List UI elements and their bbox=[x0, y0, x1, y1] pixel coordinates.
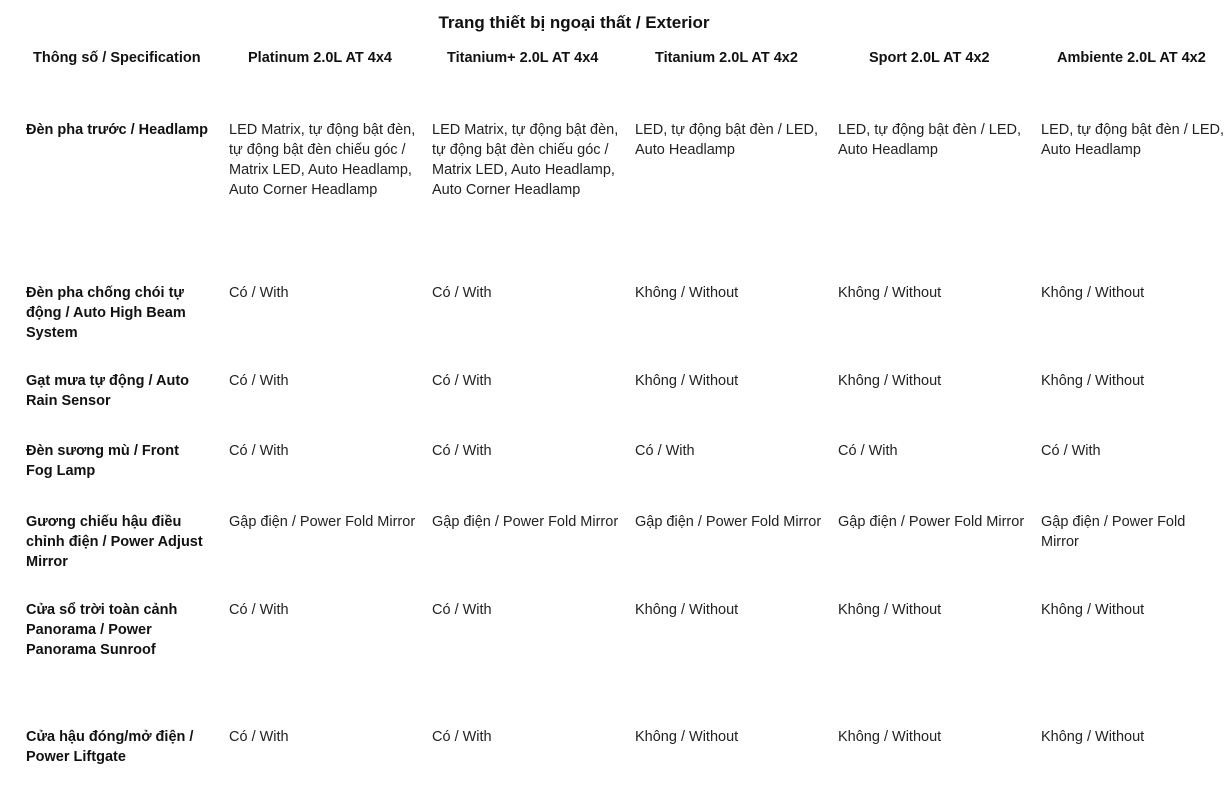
column-header-specification: Thông số / Specification bbox=[33, 50, 201, 66]
table-cell: Không / Without bbox=[838, 285, 942, 301]
spec-label: Gạt mưa tự động / Auto Rain Sensor bbox=[26, 373, 190, 409]
table-cell: LED, tự động bật đèn / LED, Auto Headlamp bbox=[1041, 122, 1225, 158]
table-cell: Có / With bbox=[229, 729, 289, 745]
table-cell: Có / With bbox=[838, 443, 898, 459]
table-cell: Không / Without bbox=[1041, 285, 1145, 301]
table-cell: Có / With bbox=[432, 373, 492, 389]
table-cell: Không / Without bbox=[1041, 373, 1145, 389]
table-cell: Có / With bbox=[229, 443, 289, 459]
table-cell: Gập điện / Power Fold Mirror bbox=[838, 514, 1025, 530]
table-cell: Có / With bbox=[635, 443, 695, 459]
table-cell: Không / Without bbox=[838, 373, 942, 389]
column-header-sport: Sport 2.0L AT 4x2 bbox=[869, 50, 990, 66]
table-cell: Không / Without bbox=[635, 285, 739, 301]
table-cell: Gập điện / Power Fold Mirror bbox=[229, 514, 416, 530]
table-cell: LED Matrix, tự động bật đèn, tự động bật đèn chiếu góc / Matrix LED, Auto Headlamp, Auto Corner Headlamp bbox=[432, 122, 619, 198]
table-cell: Không / Without bbox=[1041, 602, 1145, 618]
table-cell: Không / Without bbox=[1041, 729, 1145, 745]
spec-label: Đèn sương mù / Front Fog Lamp bbox=[26, 443, 179, 479]
table-cell: Có / With bbox=[432, 729, 492, 745]
table-cell: Không / Without bbox=[635, 602, 739, 618]
column-header-platinum: Platinum 2.0L AT 4x4 bbox=[248, 50, 392, 66]
table-cell: Có / With bbox=[229, 373, 289, 389]
table-cell: Gập điện / Power Fold Mirror bbox=[635, 514, 822, 530]
page-title: Trang thiết bị ngoại thất / Exterior bbox=[438, 13, 710, 32]
table-cell: Không / Without bbox=[838, 729, 942, 745]
column-header-titanium-plus: Titanium+ 2.0L AT 4x4 bbox=[447, 50, 599, 66]
table-cell: Gập điện / Power Fold Mirror bbox=[432, 514, 619, 530]
spec-label: Cửa sổ trời toàn cảnh Panorama / Power Panorama Sunroof bbox=[26, 602, 178, 658]
column-header-titanium: Titanium 2.0L AT 4x2 bbox=[655, 50, 798, 66]
table-cell: Không / Without bbox=[838, 602, 942, 618]
table-cell: Không / Without bbox=[635, 729, 739, 745]
table-cell: LED, tự động bật đèn / LED, Auto Headlamp bbox=[838, 122, 1022, 158]
table-cell: Gập điện / Power Fold Mirror bbox=[1041, 514, 1186, 550]
table-cell: Có / With bbox=[432, 443, 492, 459]
table-cell: Có / With bbox=[432, 285, 492, 301]
column-header-ambiente: Ambiente 2.0L AT 4x2 bbox=[1057, 50, 1206, 66]
table-cell: Có / With bbox=[229, 285, 289, 301]
table-cell: LED, tự động bật đèn / LED, Auto Headlamp bbox=[635, 122, 819, 158]
table-cell: Không / Without bbox=[635, 373, 739, 389]
table-cell: LED Matrix, tự động bật đèn, tự động bật đèn chiếu góc / Matrix LED, Auto Headlamp, Auto Corner Headlamp bbox=[229, 122, 416, 198]
spec-label: Cửa hậu đóng/mở điện / Power Liftgate bbox=[26, 729, 194, 765]
table-cell: Có / With bbox=[1041, 443, 1101, 459]
spec-label: Gương chiếu hậu điều chỉnh điện / Power Adjust Mirror bbox=[26, 514, 203, 570]
table-cell: Có / With bbox=[432, 602, 492, 618]
spec-label: Đèn pha trước / Headlamp bbox=[26, 122, 208, 138]
spec-label: Đèn pha chống chói tự động / Auto High Beam System bbox=[26, 285, 186, 341]
table-cell: Có / With bbox=[229, 602, 289, 618]
